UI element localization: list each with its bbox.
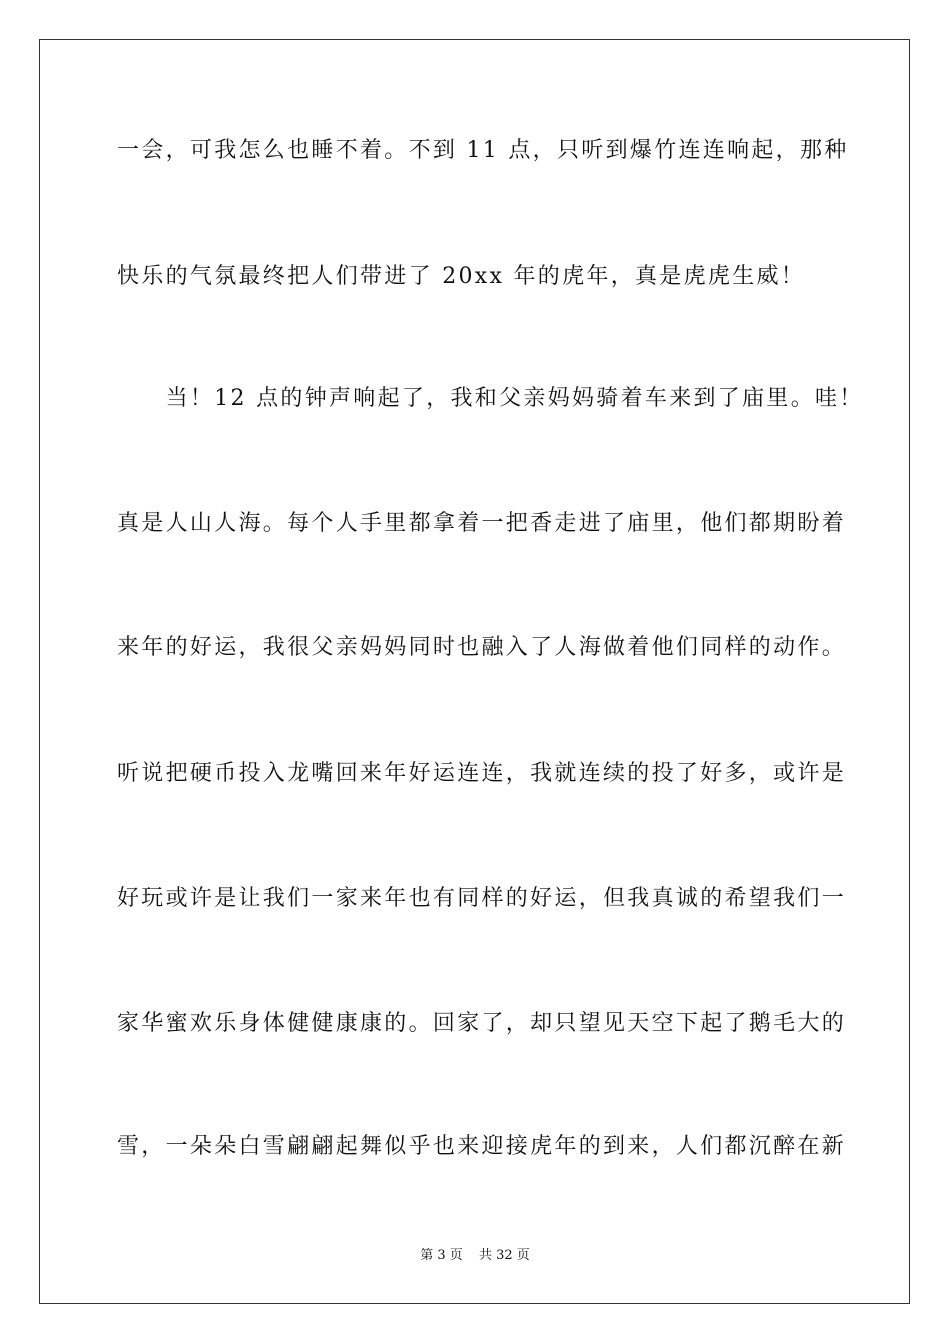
- page-footer: [0, 1247, 950, 1265]
- body-line-6: 听说把硬币投入龙嘴回来年好运连连，我就连续的投了好多，或许是: [117, 761, 847, 786]
- body-line-4: 真是人山人海。每个人手里都拿着一把香走进了庙里，他们都期盼着: [117, 511, 847, 536]
- body-line-5: 来年的好运，我很父亲妈妈同时也融入了人海做着他们同样的动作。: [117, 635, 847, 660]
- page-total: 共 32 页: [478, 1248, 530, 1263]
- body-line-9: 雪，一朵朵白雪翩翩起舞似乎也来迎接虎年的到来，人们都沉醉在新: [117, 1134, 847, 1159]
- body-line-7: 好玩或许是让我们一家来年也有同样的好运，但我真诚的希望我们一: [117, 886, 847, 911]
- body-line-8: 家华蜜欢乐身体健健康康的。回家了，却只望见天空下起了鹅毛大的: [117, 1011, 847, 1036]
- page-number: 第 3 页: [420, 1248, 463, 1263]
- page-border: [39, 39, 910, 1304]
- body-line-3: 当！12 点的钟声响起了，我和父亲妈妈骑着车来到了庙里。哇！: [117, 386, 864, 411]
- body-line-2: 快乐的气氛最终把人们带进了 20xx 年的虎年，真是虎虎生威！: [117, 264, 806, 289]
- body-line-1: 一会，可我怎么也睡不着。不到 11 点，只听到爆竹连连响起，那种: [117, 138, 849, 163]
